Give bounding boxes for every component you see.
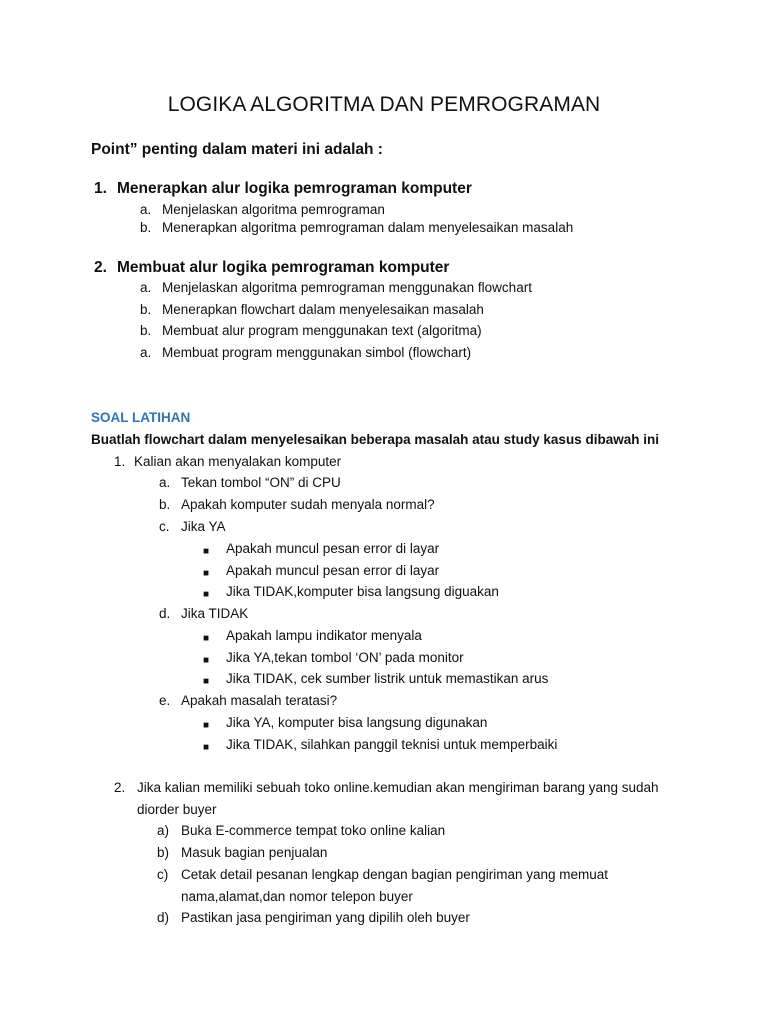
list-item-text: Apakah masalah teratasi? (181, 693, 338, 708)
exercise-instruction: Buatlah flowchart dalam menyelesaikan beberapa masalah atau study kasus dibawah ini (91, 432, 659, 447)
list-marker: d) (157, 910, 170, 925)
bullet-text: Apakah lampu indikator menyala (226, 628, 422, 643)
page-title: LOGIKA ALGORITMA DAN PEMROGRAMAN (167, 93, 601, 116)
square-bullet-icon: ■ (203, 546, 210, 557)
question-text: Kalian akan menyalakan komputer (134, 454, 342, 469)
question-text-continued: diorder buyer (137, 802, 217, 817)
section-2-heading (94, 259, 449, 277)
list-marker: c. (159, 519, 170, 534)
list-marker: a. (140, 280, 152, 295)
square-bullet-icon: ■ (203, 633, 210, 644)
square-bullet-icon: ■ (203, 676, 210, 687)
list-item-text: Apakah komputer sudah menyala normal? (181, 497, 435, 512)
list-marker: b. (140, 220, 152, 235)
list-item-text: Menjelaskan algoritma pemrograman (162, 202, 385, 217)
list-marker: e. (159, 693, 171, 708)
exercise-heading: SOAL LATIHAN (91, 410, 191, 425)
list-item-text: Pastikan jasa pengiriman yang dipilih oleh buyer (181, 910, 470, 925)
list-marker: b. (140, 323, 152, 338)
bullet-text: Jika YA,tekan tombol ‘ON’ pada monitor (226, 650, 464, 665)
list-item-text: Tekan tombol “ON” di CPU (181, 475, 341, 490)
section-1-title: Menerapkan alur logika pemrograman komputer (117, 180, 472, 197)
section-2-title: Membuat alur logika pemrograman komputer (117, 259, 450, 276)
question-number: 2. (114, 780, 126, 795)
square-bullet-icon: ■ (203, 655, 210, 666)
bullet-text: Apakah muncul pesan error di layar (226, 541, 440, 556)
section-1-heading (94, 180, 472, 198)
list-item-text: Jika TIDAK (181, 606, 249, 621)
list-marker: b. (140, 302, 152, 317)
question-number: 1. (114, 454, 126, 469)
section-1-number: 1. (94, 180, 107, 197)
square-bullet-icon: ■ (203, 720, 210, 731)
list-item-text: Jika YA (181, 519, 226, 534)
list-item-text: Menerapkan algoritma pemrograman dalam menyelesaikan masalah (162, 220, 574, 235)
question-text: Jika kalian memiliki sebuah toko online.kemudian akan mengiriman barang yang sudah (137, 780, 659, 795)
square-bullet-icon: ■ (203, 568, 210, 579)
bullet-text: Jika TIDAK,komputer bisa langsung diguakan (226, 584, 499, 599)
list-item-text: Membuat program menggunakan simbol (flowchart) (162, 345, 472, 360)
square-bullet-icon: ■ (203, 589, 210, 600)
section-2-number: 2. (94, 259, 107, 276)
list-item-text: Cetak detail pesanan lengkap dengan bagian pengiriman yang memuat (181, 867, 609, 882)
list-marker: a. (140, 345, 152, 360)
list-marker: c) (157, 867, 169, 882)
list-marker: b) (157, 845, 170, 860)
list-item-text: Menerapkan flowchart dalam menyelesaikan masalah (162, 302, 484, 317)
list-marker: d. (159, 606, 171, 621)
list-item-text: Masuk bagian penjualan (181, 845, 328, 860)
key-points-heading: Point” penting dalam materi ini adalah : (91, 141, 383, 158)
list-item-text: Menjelaskan algoritma pemrograman menggunakan flowchart (162, 280, 532, 295)
list-item-text: Membuat alur program menggunakan text (algoritma) (162, 323, 482, 338)
square-bullet-icon: ■ (203, 742, 210, 753)
bullet-text: Jika YA, komputer bisa langsung digunakan (226, 715, 488, 730)
bullet-text: Apakah muncul pesan error di layar (226, 563, 440, 578)
list-marker: a) (157, 823, 170, 838)
list-marker: a. (140, 202, 152, 217)
list-marker: a. (159, 475, 171, 490)
list-item-text: Buka E-commerce tempat toko online kalian (181, 823, 446, 838)
list-item-text-continued: nama,alamat,dan nomor telepon buyer (181, 889, 413, 904)
bullet-text: Jika TIDAK, cek sumber listrik untuk memastikan arus (226, 671, 549, 686)
list-marker: b. (159, 497, 171, 512)
bullet-text: Jika TIDAK, silahkan panggil teknisi untuk memperbaiki (226, 737, 558, 752)
